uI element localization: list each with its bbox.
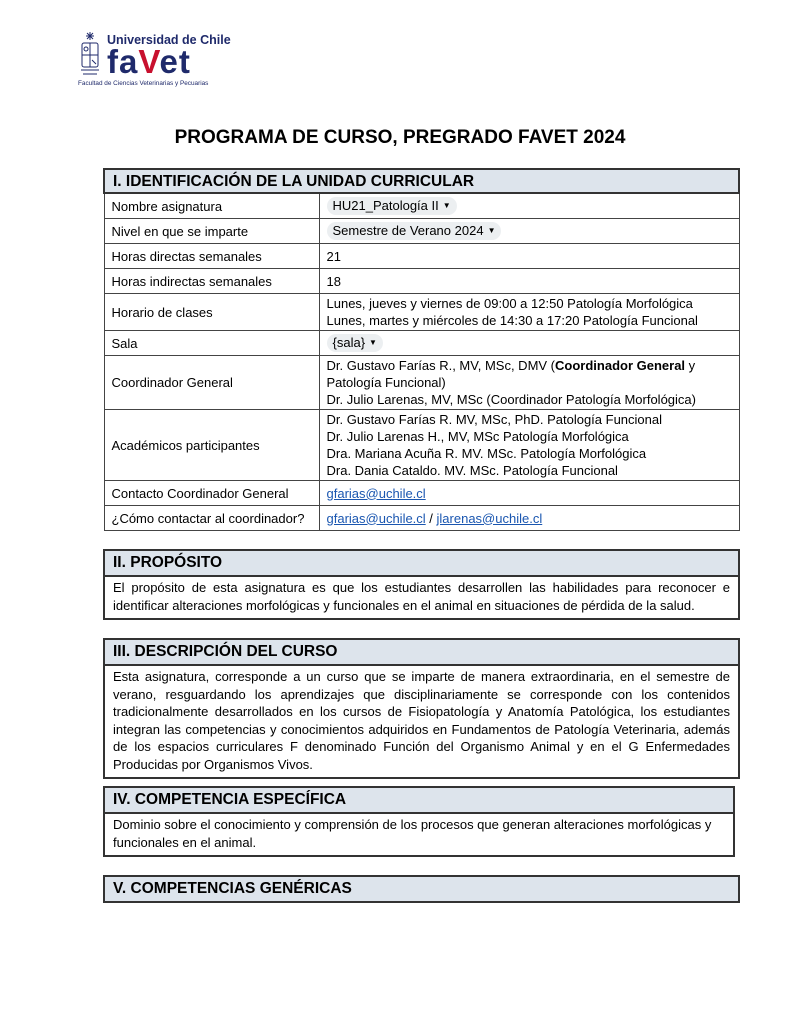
section-3-heading: III. DESCRIPCIÓN DEL CURSO [105, 640, 738, 666]
room-dropdown[interactable]: {sala} ▼ [327, 334, 383, 353]
email-link-farias[interactable]: gfarias@uchile.cl [326, 510, 426, 526]
section-1-heading: I. IDENTIFICACIÓN DE LA UNIDAD CURRICULAR [104, 169, 739, 193]
specific-competence-text: Dominio sobre el conocimiento y comprensión de los procesos que generan alteraciones morfológicas y funcionales en el animal. [113, 817, 712, 850]
course-name-dropdown[interactable]: HU21_Patología II ▼ [327, 197, 457, 216]
table-row [104, 481, 739, 506]
row-value: Dr. Gustavo Farías R. MV, MSc, PhD. Patología Funcional Dr. Julio Larenas H., MV, MSc Patología Morfológica Dra. Mariana Acuña R. MV. MSc. Patología Morfológica Dra. Dania Cataldo. MV. MSc. Patología Funcional [319, 410, 739, 481]
table-row: ¿Cómo contactar al coordinador? gfarias@uchile.cl / jlarenas@uchile.cl [104, 506, 739, 531]
row-label: Contacto Coordinador General [104, 481, 319, 506]
row-value: Lunes, jueves y viernes de 09:00 a 12:50 Patología Morfológica Lunes, martes y miércoles de 14:30 a 17:20 Patología Funcional [319, 294, 739, 331]
caret-down-icon: ▼ [442, 201, 451, 211]
row-label: Horas indirectas semanales [104, 269, 319, 294]
row-label: Nombre asignatura [104, 193, 319, 219]
university-seal-icon [78, 30, 102, 86]
coordinator-email-link[interactable]: gfarias@uchile.cl [326, 485, 426, 501]
caret-down-icon: ▼ [487, 226, 496, 236]
table-row [104, 244, 739, 269]
table-row [104, 410, 739, 481]
table-row [104, 356, 739, 410]
row-value: Dr. Gustavo Farías R., MV, MSc, DMV (Coordinador General y Patología Funcional) Dr. Julio Larenas, MV, MSc (Coordinador Patología Morfológica) [319, 356, 739, 410]
section-2-heading: II. PROPÓSITO [105, 551, 738, 577]
row-label: Horas directas semanales [104, 244, 319, 269]
row-value: 21 [319, 244, 739, 269]
table-row [104, 294, 739, 331]
section-4-heading: IV. COMPETENCIA ESPECÍFICA [105, 788, 733, 814]
generic-competences-section [103, 875, 740, 903]
email-link-larenas[interactable]: jlarenas@uchile.cl [436, 510, 543, 526]
section-5-heading: V. COMPETENCIAS GENÉRICAS [105, 877, 738, 901]
description-section [103, 638, 740, 779]
page-title: PROGRAMA DE CURSO, PREGRADO FAVET 2024 [174, 127, 626, 148]
faculty-name: Facultad de Ciencias Veterinarias y Pecuarias [78, 80, 209, 87]
favet-brand: faVet [107, 43, 191, 80]
table-row [104, 219, 739, 244]
specific-competence-section [103, 786, 735, 857]
purpose-text: El propósito de esta asignatura es que los estudiantes desarrollen las habilidades para reconocer e identificar alteraciones morfológicas y funcionales en el animal en situaciones de pérdida de la salud. [113, 580, 730, 613]
university-name: Universidad de Chile [107, 33, 231, 47]
row-label: Nivel en que se imparte [104, 219, 319, 244]
row-label: Horario de clases [104, 294, 319, 331]
description-text: Esta asignatura, corresponde a un curso que se imparte de manera extraordinaria, en el semestre de verano, resguardando los aprendizajes que disciplinariamente se corresponde con los contenidos tradicionalmente desarrollados en los cursos de Fisiopatología y Anatomía Patológica, los estudiantes integran las competencias y conocimientos adquiridos en Fundamentos de Patología Veterinaria, además de los espacios curriculares F denominado Función del Organismo Animal y en el G Enfermedades Producidas por Organismos Vivos. [113, 669, 730, 772]
row-label: Coordinador General [104, 356, 319, 410]
table-row [104, 193, 739, 219]
level-dropdown[interactable]: Semestre de Verano 2024 ▼ [327, 222, 502, 241]
row-value: 18 [319, 269, 739, 294]
row-label: ¿Cómo contactar al coordinador? [104, 506, 319, 531]
purpose-section [103, 549, 740, 620]
caret-down-icon: ▼ [369, 338, 377, 348]
row-label: Académicos participantes [104, 410, 319, 481]
university-logo [76, 30, 236, 88]
identification-table [103, 168, 740, 531]
row-label: Sala [104, 331, 319, 356]
table-row [104, 269, 739, 294]
table-row [104, 331, 739, 356]
